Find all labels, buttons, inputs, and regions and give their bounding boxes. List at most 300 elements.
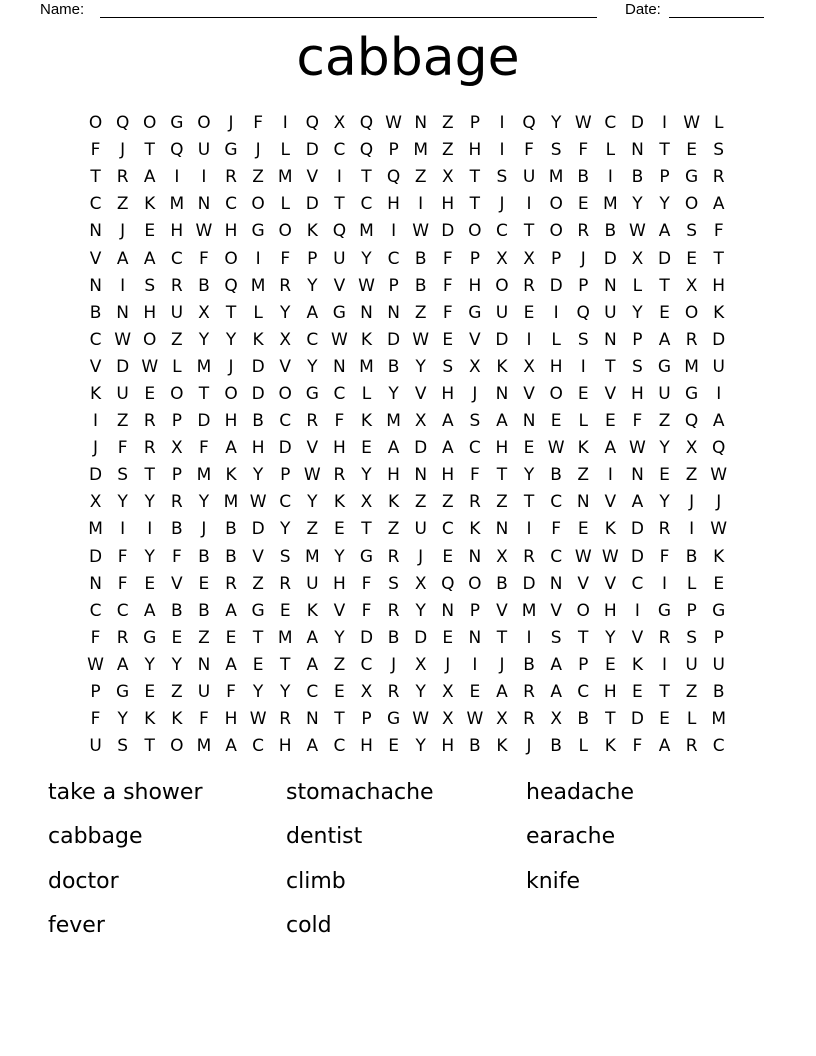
grid-letter: Z xyxy=(171,329,183,350)
grid-letter: M xyxy=(169,194,185,215)
grid-letter: D xyxy=(630,546,644,567)
grid-letter: V xyxy=(306,167,319,188)
grid-letter: C xyxy=(631,573,644,594)
grid-letter: H xyxy=(143,302,157,323)
grid-letter: Y xyxy=(198,329,210,350)
grid-letter: C xyxy=(712,736,725,757)
word-list-item: dentist xyxy=(286,824,363,850)
grid-letter: F xyxy=(713,221,724,242)
grid-letter: Z xyxy=(306,519,319,540)
grid-letter: N xyxy=(89,221,102,242)
grid-letter: P xyxy=(659,167,670,188)
grid-letter: O xyxy=(224,383,238,404)
grid-letter: I xyxy=(391,221,397,242)
grid-letter: C xyxy=(306,329,319,350)
grid-letter: D xyxy=(549,275,563,296)
grid-letter: N xyxy=(414,113,428,134)
grid-letter: C xyxy=(468,438,481,459)
grid-letter: R xyxy=(523,546,535,567)
grid-letter: J xyxy=(120,221,126,242)
grid-letter: H xyxy=(224,411,238,432)
name-label: Name: xyxy=(40,1,85,18)
grid-letter: X xyxy=(496,248,508,269)
grid-letter: F xyxy=(199,709,209,730)
grid-letter: N xyxy=(414,465,428,486)
grid-letter: L xyxy=(578,411,588,432)
grid-letter: S xyxy=(279,546,291,567)
grid-letter: W xyxy=(412,709,430,730)
grid-letter: Q xyxy=(684,411,699,432)
grid-letter: O xyxy=(88,113,103,134)
grid-letter: K xyxy=(225,465,237,486)
grid-letter: E xyxy=(604,654,616,675)
grid-letter: Z xyxy=(441,492,454,513)
grid-letter: V xyxy=(631,627,644,648)
grid-letter: O xyxy=(170,383,184,404)
grid-letter: P xyxy=(713,627,724,648)
grid-letter: Z xyxy=(441,113,454,134)
grid-letter: J xyxy=(418,546,424,567)
grid-letter: X xyxy=(523,248,535,269)
grid-letter: Y xyxy=(659,194,670,215)
grid-letter: N xyxy=(522,411,536,432)
grid-letter: M xyxy=(359,356,374,377)
grid-letter: E xyxy=(469,682,481,703)
grid-letter: B xyxy=(414,275,427,296)
grid-letter: Q xyxy=(576,302,590,323)
grid-letter: Z xyxy=(171,682,183,703)
grid-letter: J xyxy=(445,654,451,675)
grid-letter: S xyxy=(469,411,481,432)
grid-letter: E xyxy=(577,383,589,404)
grid-letter: E xyxy=(252,654,264,675)
grid-letter: W xyxy=(547,438,565,459)
grid-letter: R xyxy=(279,709,292,730)
grid-letter: P xyxy=(551,248,562,269)
grid-letter: M xyxy=(88,519,103,540)
grid-letter: M xyxy=(711,709,727,730)
grid-letter: F xyxy=(632,736,643,757)
grid-letter: H xyxy=(278,736,292,757)
grid-letter: U xyxy=(197,682,211,703)
grid-letter: K xyxy=(577,438,589,459)
grid-letter: U xyxy=(658,383,671,404)
grid-letter: U xyxy=(197,140,211,161)
grid-letter: U xyxy=(170,302,184,323)
grid-letter: D xyxy=(251,383,265,404)
grid-letter: E xyxy=(550,411,562,432)
grid-letter: D xyxy=(251,356,265,377)
grid-letter: V xyxy=(414,383,427,404)
grid-letter: Z xyxy=(414,302,427,323)
grid-letter: X xyxy=(441,709,454,730)
word-list-item: earache xyxy=(526,824,616,850)
grid-letter: I xyxy=(472,654,478,675)
grid-letter: U xyxy=(495,302,509,323)
grid-letter: C xyxy=(116,600,129,621)
grid-letter: G xyxy=(170,113,184,134)
grid-letter: W xyxy=(195,221,213,242)
grid-letter: G xyxy=(712,600,726,621)
grid-letter: K xyxy=(496,356,508,377)
grid-letter: B xyxy=(387,356,400,377)
grid-letter: T xyxy=(280,654,291,675)
grid-letter: T xyxy=(605,356,616,377)
grid-letter: T xyxy=(144,140,155,161)
grid-letter: K xyxy=(388,492,400,513)
grid-letter: O xyxy=(143,329,157,350)
grid-letter: Z xyxy=(414,492,427,513)
grid-letter: B xyxy=(496,573,508,594)
grid-letter: Z xyxy=(116,411,129,432)
grid-letter: P xyxy=(469,248,480,269)
grid-letter: W xyxy=(574,113,592,134)
grid-letter: T xyxy=(90,167,101,188)
grid-letter: U xyxy=(414,519,427,540)
grid-letter: Y xyxy=(198,492,210,513)
grid-letter: N xyxy=(197,654,211,675)
grid-letter: V xyxy=(171,573,183,594)
grid-letter: X xyxy=(414,411,427,432)
grid-letter: F xyxy=(90,627,101,648)
grid-letter: I xyxy=(716,383,722,404)
grid-letter: J xyxy=(499,654,505,675)
grid-letter: V xyxy=(523,383,535,404)
grid-letter: I xyxy=(174,167,180,188)
grid-letter: U xyxy=(712,356,725,377)
grid-letter: Y xyxy=(523,465,535,486)
grid-letter: H xyxy=(387,194,400,215)
grid-letter: P xyxy=(578,275,589,296)
grid-letter: W xyxy=(114,329,132,350)
grid-letter: X xyxy=(333,113,346,134)
grid-letter: X xyxy=(550,709,562,730)
grid-letter: C xyxy=(333,140,346,161)
grid-letter: V xyxy=(604,383,617,404)
grid-letter: Y xyxy=(334,546,345,567)
grid-letter: H xyxy=(549,356,563,377)
grid-letter: N xyxy=(495,383,509,404)
grid-letter: C xyxy=(441,519,454,540)
grid-letter: D xyxy=(89,546,103,567)
grid-letter: M xyxy=(250,275,266,296)
grid-letter: I xyxy=(662,654,668,675)
grid-letter: S xyxy=(442,356,454,377)
puzzle-title: cabbage xyxy=(296,28,520,88)
grid-letter: K xyxy=(604,736,616,757)
grid-letter: X xyxy=(441,682,454,703)
grid-letter: A xyxy=(225,654,237,675)
grid-letter: D xyxy=(278,438,292,459)
grid-letter: U xyxy=(522,167,536,188)
grid-letter: W xyxy=(385,113,402,134)
grid-letter: H xyxy=(468,275,482,296)
name-blank-line[interactable] xyxy=(100,0,597,18)
grid-letter: Z xyxy=(658,411,671,432)
grid-letter: B xyxy=(469,736,481,757)
grid-letter: H xyxy=(468,140,482,161)
grid-letter: C xyxy=(496,221,508,242)
grid-letter: L xyxy=(172,356,182,377)
grid-letter: M xyxy=(196,356,212,377)
grid-letter: Y xyxy=(361,465,372,486)
grid-letter: W xyxy=(358,275,375,296)
grid-letter: H xyxy=(332,573,346,594)
grid-letter: S xyxy=(496,167,508,188)
grid-letter: P xyxy=(469,600,480,621)
grid-letter: K xyxy=(144,709,156,730)
grid-letter: G xyxy=(468,302,482,323)
grid-letter: A xyxy=(306,627,319,648)
grid-letter: F xyxy=(117,438,128,459)
grid-letter: N xyxy=(495,519,509,540)
grid-letter: T xyxy=(469,167,481,188)
word-list-item: cold xyxy=(286,912,332,938)
grid-letter: E xyxy=(144,221,156,242)
grid-letter: C xyxy=(279,411,292,432)
grid-letter: Z xyxy=(441,140,454,161)
grid-letter: P xyxy=(171,465,182,486)
grid-letter: A xyxy=(712,194,725,215)
grid-letter: L xyxy=(605,140,616,161)
word-list-item: headache xyxy=(526,780,634,805)
grid-letter: N xyxy=(576,492,590,513)
grid-letter: T xyxy=(144,465,155,486)
grid-letter: V xyxy=(89,248,102,269)
grid-letter: A xyxy=(306,736,319,757)
grid-letter: K xyxy=(89,383,102,404)
grid-letter: F xyxy=(199,438,209,459)
grid-letter: U xyxy=(712,654,725,675)
grid-letter: D xyxy=(712,329,726,350)
grid-letter: Q xyxy=(386,167,401,188)
grid-letter: S xyxy=(117,465,129,486)
grid-letter: T xyxy=(659,275,670,296)
grid-letter: W xyxy=(574,546,592,567)
grid-letter: V xyxy=(252,546,264,567)
grid-letter: J xyxy=(580,248,586,269)
grid-letter: A xyxy=(658,221,671,242)
grid-letter: I xyxy=(418,194,424,215)
grid-letter: B xyxy=(252,411,264,432)
grid-letter: E xyxy=(604,411,616,432)
grid-letter: S xyxy=(577,329,589,350)
grid-letter: T xyxy=(659,140,670,161)
grid-letter: Z xyxy=(116,194,129,215)
grid-letter: Y xyxy=(605,627,616,648)
grid-letter: M xyxy=(196,736,212,757)
grid-letter: Y xyxy=(334,627,345,648)
grid-letter: C xyxy=(89,194,102,215)
grid-letter: X xyxy=(279,329,292,350)
grid-letter: A xyxy=(225,600,237,621)
grid-letter: Q xyxy=(712,438,726,459)
grid-letter: Q xyxy=(224,275,238,296)
grid-letter: O xyxy=(549,194,563,215)
grid-letter: A xyxy=(496,682,508,703)
grid-letter: F xyxy=(578,140,589,161)
grid-letter: H xyxy=(224,709,238,730)
grid-letter: I xyxy=(607,465,613,486)
grid-letter: R xyxy=(387,600,400,621)
grid-letter: A xyxy=(441,411,454,432)
grid-letter: N xyxy=(468,546,482,567)
grid-letter: G xyxy=(116,682,130,703)
grid-letter: E xyxy=(361,438,372,459)
grid-letter: M xyxy=(684,356,699,377)
grid-letter: B xyxy=(685,546,698,567)
grid-letter: L xyxy=(253,302,263,323)
grid-letter: Z xyxy=(685,465,698,486)
grid-letter: D xyxy=(414,627,428,648)
grid-letter: L xyxy=(632,275,643,296)
grid-letter: F xyxy=(90,709,101,730)
grid-letter: J xyxy=(255,140,261,161)
grid-letter: H xyxy=(603,600,617,621)
grid-letter: R xyxy=(468,492,481,513)
grid-letter: M xyxy=(277,167,293,188)
grid-letter: O xyxy=(251,194,265,215)
grid-letter: B xyxy=(89,302,102,323)
grid-letter: A xyxy=(225,736,237,757)
grid-letter: Y xyxy=(144,546,155,567)
grid-letter: E xyxy=(388,736,399,757)
grid-letter: O xyxy=(576,600,590,621)
grid-letter: I xyxy=(634,600,640,621)
word-list-column xyxy=(526,779,634,912)
word-list-item: climb xyxy=(286,868,346,894)
grid-letter: A xyxy=(306,302,319,323)
grid-letter: W xyxy=(303,465,321,486)
grid-letter: Y xyxy=(144,654,155,675)
grid-letter: C xyxy=(550,546,563,567)
grid-letter: B xyxy=(225,519,237,540)
grid-letter: D xyxy=(305,194,319,215)
grid-letter: V xyxy=(333,600,346,621)
grid-letter: T xyxy=(523,221,535,242)
grid-letter: N xyxy=(360,302,373,323)
grid-letter: G xyxy=(332,302,346,323)
grid-letter: F xyxy=(171,546,182,567)
grid-letter: S xyxy=(686,221,697,242)
word-list-item: doctor xyxy=(48,868,119,894)
grid-letter: X xyxy=(631,248,644,269)
grid-letter: G xyxy=(657,600,672,621)
grid-letter: X xyxy=(496,546,508,567)
grid-letter: M xyxy=(359,221,374,242)
grid-letter: N xyxy=(89,275,102,296)
grid-letter: K xyxy=(360,411,373,432)
grid-letter: W xyxy=(683,113,701,134)
grid-letter: U xyxy=(685,654,698,675)
grid-letter: A xyxy=(712,411,725,432)
grid-letter: S xyxy=(686,627,697,648)
grid-letter: F xyxy=(659,546,670,567)
grid-letter: D xyxy=(522,573,536,594)
grid-letter: N xyxy=(116,302,129,323)
grid-letter: I xyxy=(607,167,613,188)
grid-letter: W xyxy=(710,465,728,486)
grid-letter: R xyxy=(170,275,183,296)
grid-letter: E xyxy=(279,600,291,621)
grid-letter: T xyxy=(523,492,535,513)
grid-letter: P xyxy=(90,682,101,703)
date-blank-line[interactable] xyxy=(669,0,764,18)
grid-letter: W xyxy=(629,221,646,242)
grid-letter: Q xyxy=(170,140,184,161)
grid-letter: V xyxy=(577,573,590,594)
grid-letter: Z xyxy=(387,519,400,540)
grid-letter: A xyxy=(631,492,644,513)
grid-letter: W xyxy=(249,492,267,513)
grid-letter: H xyxy=(441,194,455,215)
grid-letter: N xyxy=(603,275,617,296)
grid-letter: R xyxy=(712,167,725,188)
grid-letter: L xyxy=(361,383,372,404)
grid-letter: A xyxy=(550,654,562,675)
grid-letter: H xyxy=(631,383,644,404)
grid-letter: T xyxy=(198,383,210,404)
grid-letter: S xyxy=(117,736,129,757)
grid-letter: F xyxy=(280,248,291,269)
grid-letter: G xyxy=(685,167,699,188)
word-list-column xyxy=(286,779,434,956)
grid-letter: Q xyxy=(332,221,347,242)
grid-letter: C xyxy=(550,492,563,513)
grid-letter: J xyxy=(716,492,722,513)
grid-letter: R xyxy=(143,438,156,459)
grid-letter: K xyxy=(631,654,643,675)
grid-letter: G xyxy=(305,383,319,404)
grid-letter: D xyxy=(630,519,644,540)
grid-letter: L xyxy=(280,140,290,161)
grid-letter: F xyxy=(253,113,263,134)
grid-letter: E xyxy=(225,627,237,648)
grid-letter: E xyxy=(442,546,454,567)
grid-letter: G xyxy=(224,140,238,161)
grid-letter: N xyxy=(631,140,644,161)
grid-letter: F xyxy=(442,275,453,296)
grid-letter: G xyxy=(143,627,157,648)
grid-letter: E xyxy=(686,248,697,269)
grid-letter: X xyxy=(523,356,535,377)
grid-letter: K xyxy=(306,600,318,621)
grid-letter: Z xyxy=(414,167,427,188)
grid-letter: R xyxy=(279,573,292,594)
grid-letter: B xyxy=(198,600,210,621)
grid-letter: Y xyxy=(117,709,128,730)
grid-letter: C xyxy=(89,600,102,621)
grid-letter: R xyxy=(523,682,535,703)
grid-letter: D xyxy=(89,465,103,486)
grid-letter: V xyxy=(333,275,346,296)
grid-letter: D xyxy=(251,519,265,540)
grid-letter: Q xyxy=(305,113,319,134)
grid-letter: A xyxy=(143,600,156,621)
grid-letter: Y xyxy=(307,275,318,296)
word-list-item: cabbage xyxy=(48,824,143,850)
grid-letter: E xyxy=(632,682,643,703)
grid-letter: D xyxy=(441,221,455,242)
grid-letter: F xyxy=(632,411,643,432)
grid-letter: N xyxy=(333,356,346,377)
grid-letter: M xyxy=(196,465,212,486)
grid-letter: D xyxy=(116,356,130,377)
grid-letter: F xyxy=(117,546,128,567)
grid-letter: I xyxy=(526,519,532,540)
grid-letter: F xyxy=(117,573,128,594)
grid-letter: O xyxy=(684,194,699,215)
